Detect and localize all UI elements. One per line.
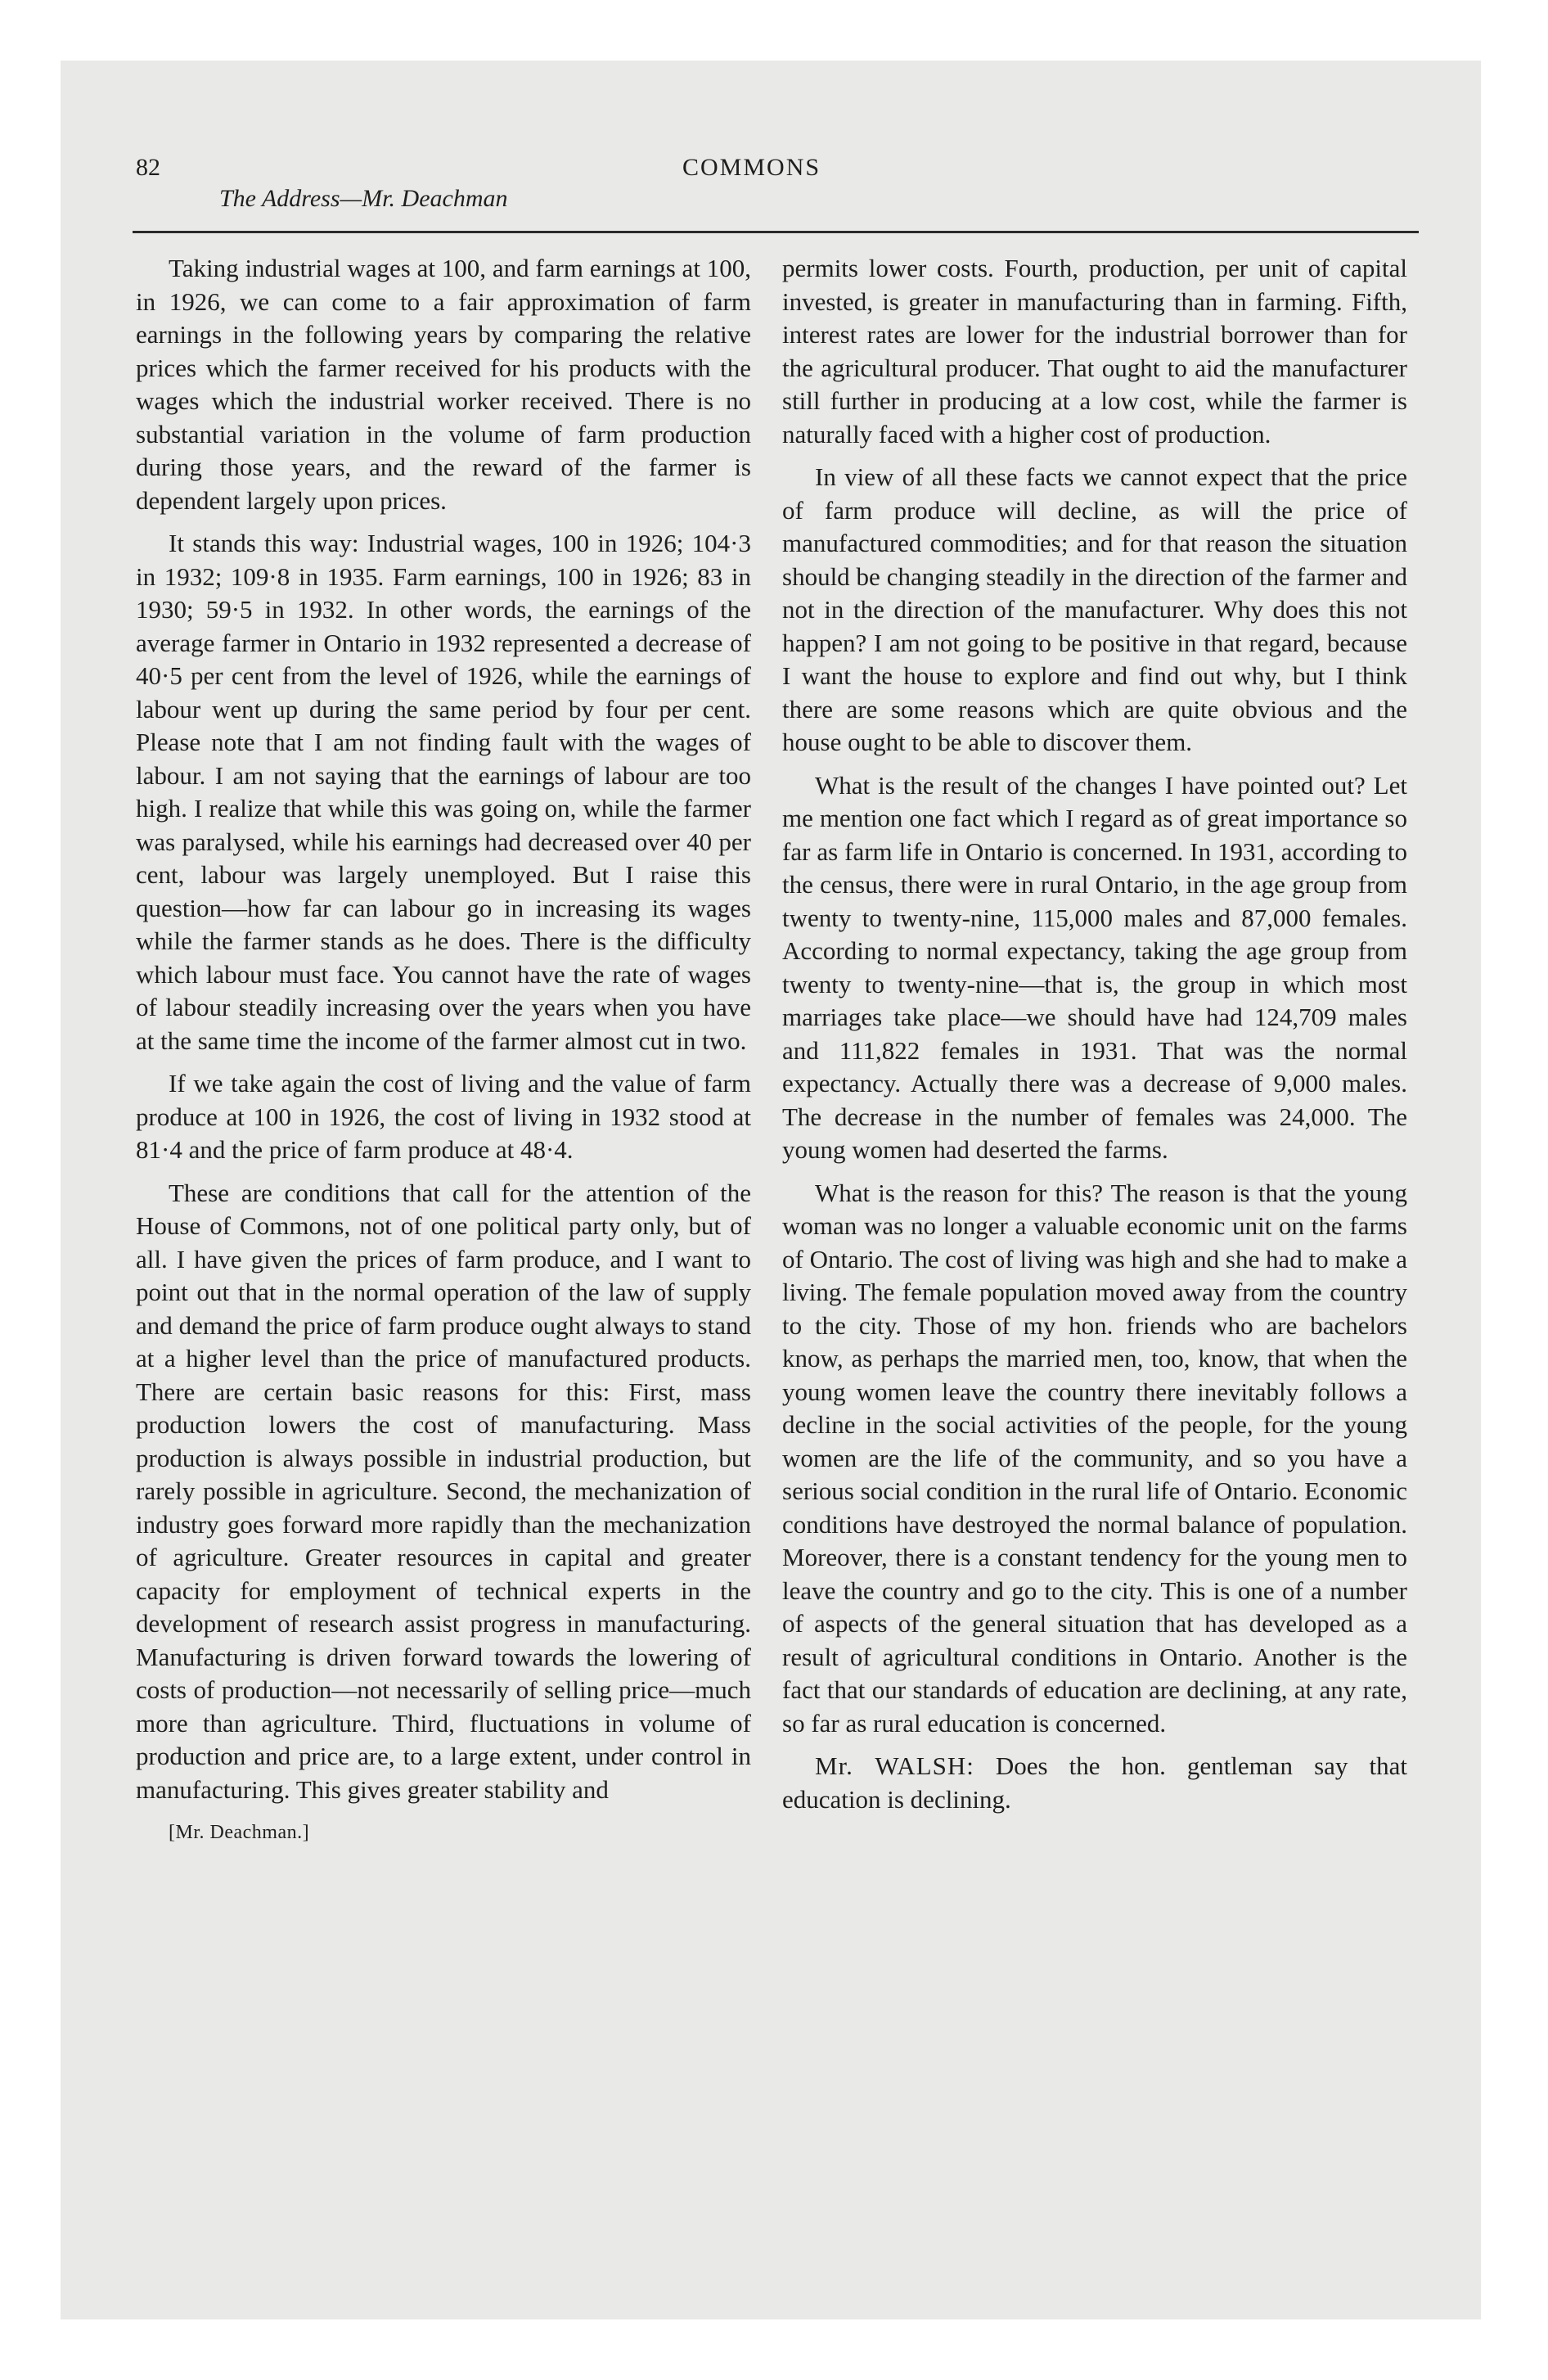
subject-line: The Address—Mr. Deachman (219, 185, 508, 212)
speaker-attribution: [Mr. Deachman.] (169, 1822, 310, 1843)
interjection-text: Does the hon. gentleman say that education is declining. (782, 1751, 1407, 1814)
right-column (782, 252, 1407, 1826)
running-head: COMMONS (682, 154, 821, 181)
paragraph: In view of all these facts we cannot expect that the price of farm produce will decline, as will the price of manufactured commodities; and for that reason the situation should be changing steadily in the direction of the farmer and not in the direction of the manufacturer. Why does this not happen? I am not going to be positive in that regard, because I want the house to explore and find out why, but I think there are some reasons which are quite obvious and the house ought to be able to discover them. (782, 462, 1407, 756)
left-column (136, 252, 751, 1859)
paragraph: What is the reason for this? The reason is that the young woman was no longer a valuable economic unit on the farms of Ontario. The cost of living was high and she had to make a living. The female population moved away from the country to the city. Those of my hon. friends who are bachelors know, as perhaps the married men, too, know, that when the young women leave the country there inevitably follows a decline in the social activities of the people, for the young women are the life of the community, and so you have a serious social condition in the rural life of Ontario. Economic conditions have destroyed the normal balance of population. Moreover, there is a constant tendency for the young men to leave the country and go to the city. This is one of a number of aspects of the general situation that has developed as a result of agricultural conditions in Ontario. Another is the fact that our standards of education are declining, at any rate, so far as rural education is concerned. (782, 1178, 1407, 1738)
interjection (782, 1750, 1407, 1816)
paragraph: What is the result of the changes I have pointed out? Let me mention one fact which I regard as of great importance so far as farm life in Ontario is concerned. In 1931, according to the census, there were in rural Ontario, in the age group from twenty to twenty-nine, 115,000 males and 87,000 females. According to normal expectancy, taking the age group from twenty to twenty-nine—that is, the group in which most marriages take place—we should have had 124,709 males and 111,822 females in 1931. That was the normal expectancy. Actually there was a decrease of 9,000 males. The decrease in the number of females was 24,000. The young women had deserted the farms. (782, 770, 1407, 1164)
page-number: 82 (136, 154, 160, 181)
header-rule (133, 231, 1419, 233)
paragraph: It stands this way: Industrial wages, 100 in 1926; 104·3 in 1932; 109·8 in 1935. Farm earnings, 100 in 1926; 83 in 1930; 59·5 in 1932. In other words, the earnings of the average farmer in Ontario in 1932 represented a decrease of 40·5 per cent from the level of 1926, while the earnings of labour went up during the same period by four per cent. Please note that I am not finding fault with the wages of labour. I am not saying that the earnings of labour are too high. I realize that while this was going on, while the farmer was paralysed, while his earnings had decreased over 40 per cent, labour was largely unemployed. But I raise this question—how far can labour go in increasing its wages while the farmer stands as he does. There is the difficulty which labour must face. You cannot have the rate of wages of labour steadily increasing over the years when you have at the same time the income of the farmer almost cut in two. (136, 529, 751, 1055)
paragraph: Taking industrial wages at 100, and farm earnings at 100, in 1926, we can come to a fair approximation of farm earnings in the following years by comparing the relative prices which the farmer received for his products with the wages which the industrial worker received. There is no substantial variation in the volume of farm production during those years, and the reward of the farmer is dependent largely upon prices. (136, 254, 751, 515)
paragraph: These are conditions that call for the attention of the House of Commons, not of one political party only, but of all. I have given the prices of farm produce, and I want to point out that in the normal operation of the law of supply and demand the price of farm produce ought always to stand at a higher level than the price of manufactured products. There are certain basic reasons for this: First, mass production lowers the cost of manufacturing. Mass production is always possible in industrial production, but rarely possible in agriculture. Second, the mechanization of industry goes forward more rapidly than the mechanization of agriculture. Greater resources in capital and greater capacity for employment of technical experts in the development of research assist progress in manufacturing. Manufacturing is driven forward towards the lowering of costs of production—not necessarily of selling price—much more than agriculture. Third, fluctuations in volume of production and price are, to a large extent, under control in manufacturing. This gives greater stability and (136, 1178, 751, 1804)
speaker-name: Mr. WALSH: (815, 1751, 974, 1780)
paragraph-continuation: permits lower costs. Fourth, production, per unit of capital invested, is greater in manufacturing than in farming. Fifth, interest rates are lower for the industrial borrower than for the agricultural producer. That ought to aid the manufacturer still further in producing at a low cost, while the farmer is naturally faced with a higher cost of production. (782, 254, 1407, 449)
paragraph: If we take again the cost of living and the value of farm produce at 100 in 1926, the cost of living in 1932 stood at 81·4 and the price of farm produce at 48·4. (136, 1069, 751, 1164)
